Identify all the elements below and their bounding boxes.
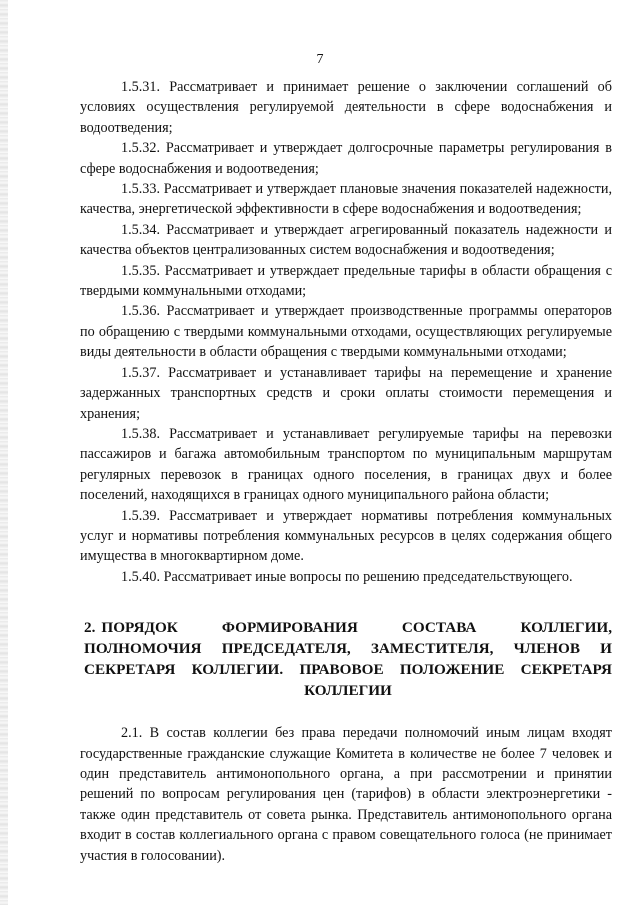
section-title: ПОРЯДОК ФОРМИРОВАНИЯ СОСТАВА КОЛЛЕГИИ, ПОЛНОМОЧИЯ ПРЕДСЕДАТЕЛЯ, ЗАМЕСТИТЕЛЯ, ЧЛЕНОВ И СЕКРЕТАРЯ КОЛЛЕГИИ. ПРАВОВОЕ ПОЛОЖЕНИЕ СЕКРЕТАРЯ КОЛЛЕГИИ [84,619,612,700]
paragraph-1-5-39: 1.5.39. Рассматривает и утверждает нормативы потребления коммунальных услуг и нормативы потребления коммунальных ресурсов в целях содержания общего имущества в многоквартирном доме. [80,507,612,565]
paragraph-1-5-33: 1.5.33. Рассматривает и утверждает плановые значения показателей надежности, качества, энергетической эффективности в сфере водоснабжения и водоотведения; [80,181,612,218]
paragraph-1-5-40: 1.5.40. Рассматривает иные вопросы по решению председательствующего. [121,568,573,585]
paragraph-1-5-35: 1.5.35. Рассматривает и утверждает предельные тарифы в области обращения с твердыми коммунальными отходами; [80,262,612,300]
paragraph-1-5-32: 1.5.32. Рассматривает и утверждает долгосрочные параметры регулирования в сфере водоснабжения и водоотведения; [80,140,612,177]
paragraph-1-5-34: 1.5.34. Рассматривает и утверждает агрегированный показатель надежности и качества объектов централизованных систем водоснабжения и водоотведения; [80,221,612,259]
section-heading [80,617,612,701]
paragraph-1-5-37: 1.5.37. Рассматривает и устанавливает тарифы на перемещение и хранение задержанных транспортных средств и сроки оплаты стоимости перемещения и хранения; [80,364,612,422]
document-body [80,77,612,866]
paragraph-1-5-36: 1.5.36. Рассматривает и утверждает производственные программы операторов по обращению с твердыми коммунальными отходами, осуществляющих регулируемые виды деятельности в области обращения с твердыми коммунальными отходами; [80,303,612,361]
page-number: 7 [316,52,324,67]
paragraph-1-5-38: 1.5.38. Рассматривает и устанавливает регулируемые тарифы на перевозки пассажиров и багажа автомобильным транспортом по муниципальным маршрутам регулярных перевозок в границах одного поселения, в границах двух и более поселений, находящихся в границах одного муниципального района области; [80,425,612,504]
paragraph-1-5-31: 1.5.31. Рассматривает и принимает решение о заключении соглашений об условиях осуществления регулируемой деятельности в сфере водоснабжения и водоотведения; [80,79,612,136]
section-number: 2. [84,619,96,637]
paragraph-2-1: 2.1. В состав коллегии без права передачи полномочий иным лицам входят государственные гражданские служащие Комитета в количестве не более 7 человек и один представитель антимонопольного органа, а при рассмотрении и принятии решений по вопросам регулирования цен (тарифов) в области электроэнергетики - также один представитель от совета рынка. Представитель антимонопольного органа входит в состав коллегиального органа с правом совещательного голоса (не принимает участия в голосовании). [80,725,612,864]
scan-edge-shadow [0,0,8,905]
